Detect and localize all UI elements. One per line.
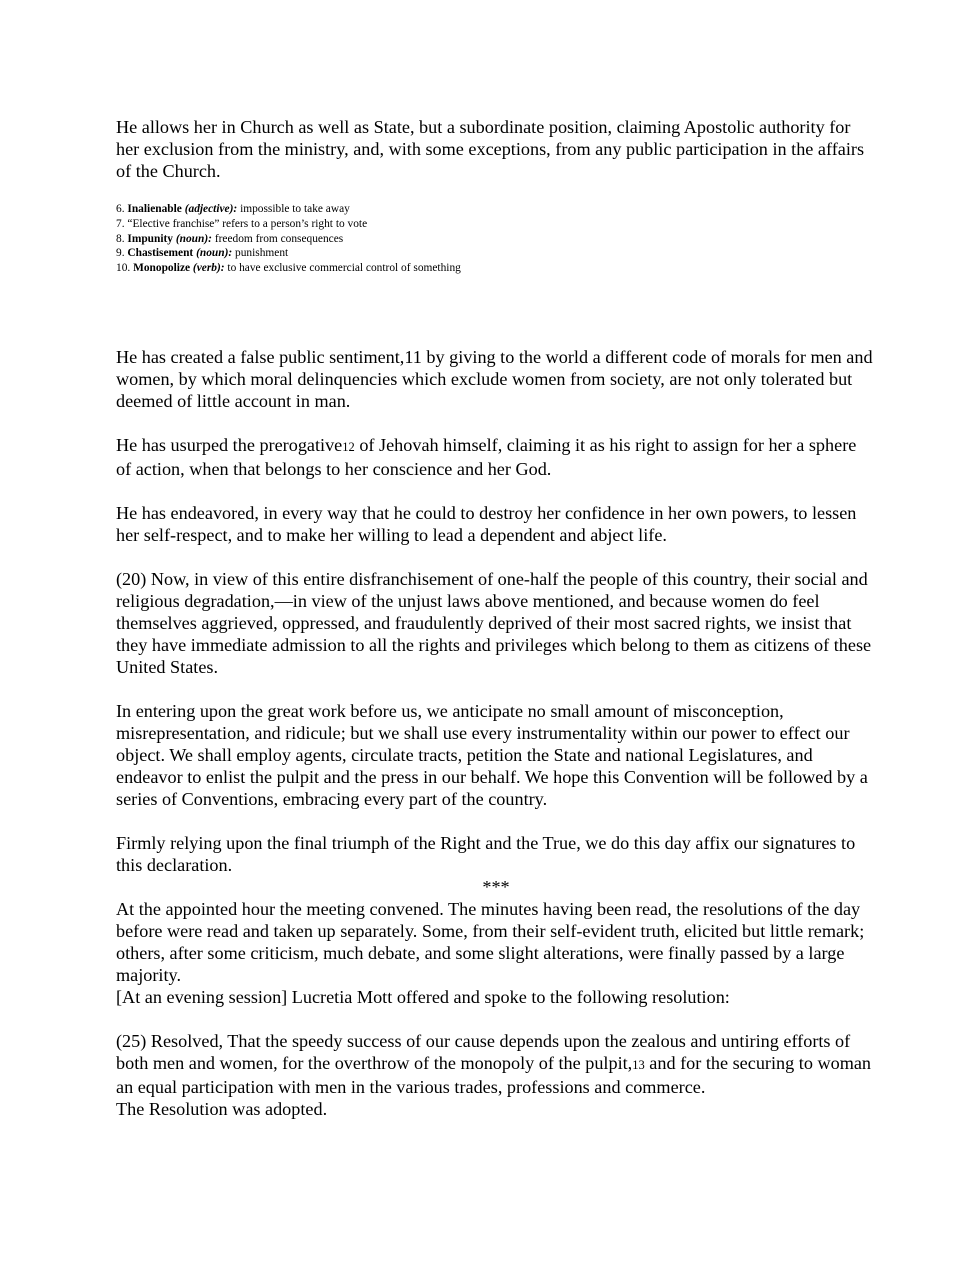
footnote-number: 10. (116, 262, 131, 275)
spacer (116, 412, 876, 434)
paragraph-great-work: In entering upon the great work before us, we anticipate no small amount of misconception, misrepresentation, and ridicule; but we shall use every instrumentality within our power to effect our object. We shall employ agents, circulate tracts, petition the State and national Legislatures, and endeavor to enlist the pulpit and the press in our behalf. We hope this Convention will be followed by a series of Conventions, embracing every part of the country. (116, 700, 868, 809)
footnote-number: 7. (116, 217, 125, 230)
paragraph-adopted: The Resolution was adopted. (116, 1098, 328, 1119)
paragraph-disfranchisement: (20) Now, in view of this entire disfranchisement of one-half the people of this country, their social and religious degradation,—in view of the unjust laws above mentioned, and because women do feel themselves aggrieved, oppressed, and fraudulently deprived of their most sacred rights, we insist that they have immediate admission to all the rights and privileges which belong to them as citizens of these United States. (116, 568, 872, 677)
spacer (116, 678, 876, 700)
paragraph-resolution (116, 1030, 876, 1098)
footnote-9 (116, 246, 876, 261)
footnote-8 (116, 232, 876, 247)
footnote-definition: punishment (235, 247, 289, 260)
paragraph-subordinate-position: He allows her in Church as well as State, but a subordinate position, claiming Apostolic authority for her exclusion from the ministry, and, with some exceptions, from any public participation in the affairs of the Church. (116, 117, 865, 181)
footnote-text: “Elective franchise” refers to a person’s right to vote (127, 217, 368, 230)
footnote-ref-11: 11 (404, 346, 422, 367)
footnote-definition: to have exclusive commercial control of something (227, 262, 461, 275)
section-separator: *** (482, 876, 510, 897)
footnote-ref-12: 12 (342, 439, 355, 454)
footnote-definition: freedom from consequences (214, 232, 344, 245)
footnote-pos: (noun): (175, 232, 212, 245)
text-segment: He has usurped the prerogative (116, 434, 343, 455)
footnote-number: 8. (116, 232, 125, 245)
footnote-6 (116, 202, 876, 217)
spacer (116, 1008, 876, 1030)
paragraph-false-sentiment (116, 346, 876, 412)
footnote-term: Impunity (127, 232, 173, 245)
paragraph-meeting: At the appointed hour the meeting convened. The minutes having been read, the resolutions of the day before were read and taken up separately. Some, from their self-evident truth, elicited but little remark; others, after some criticism, much debate, and some slight alterations, were finally passed by a large majority. (116, 898, 865, 985)
footnote-number: 6. (116, 203, 125, 215)
footnote-number: 9. (116, 247, 125, 260)
paragraph-signatures: Firmly relying upon the final triumph of the Right and the True, we do this day affix our signatures to this declaration. (116, 832, 856, 875)
footnote-definition: impossible to take away (240, 203, 350, 215)
text-segment: and for the securing to woman an equal participation with men in the various trades, professions and commerce. (116, 1052, 872, 1097)
spacer (116, 276, 876, 346)
footnote-term: Inalienable (127, 203, 182, 215)
footnote-pos: (noun): (196, 247, 233, 260)
paragraph-evening-session: [At an evening session] Lucretia Mott offered and spoke to the following resolution: (116, 986, 730, 1007)
footnote-7 (116, 217, 876, 232)
text-segment: by giving to the world a different code of morals for men and women, by which moral delinquencies which exclude women from society, are not only tolerated but deemed of little account in man. (116, 346, 873, 411)
footnote-term: Chastisement (127, 247, 194, 260)
footnote-pos: (adjective): (184, 203, 238, 215)
footnotes (116, 202, 876, 276)
text-segment: (25) Resolved, That the speedy success of our cause depends upon the zealous and untiring efforts of both men and women, for the overthrow of the monopoly of the pulpit, (116, 1030, 851, 1073)
footnote-pos: (verb): (192, 262, 225, 275)
page-content (116, 116, 876, 1120)
footnote-10 (116, 261, 876, 276)
spacer (116, 810, 876, 832)
text-segment: He has created a false public sentiment, (116, 346, 405, 367)
text-segment: of Jehovah himself, claiming it as his right to assign for her a sphere of action, when that belongs to her conscience and her God. (116, 434, 857, 479)
paragraph-prerogative (116, 434, 876, 480)
footnote-term: Monopolize (133, 262, 191, 275)
paragraph-confidence: He has endeavored, in every way that he could to destroy her confidence in her own powers, to lessen her self-respect, and to make her willing to lead a dependent and abject life. (116, 502, 857, 545)
spacer (116, 480, 876, 502)
footnote-ref-13: 13 (632, 1057, 645, 1072)
spacer (116, 546, 876, 568)
